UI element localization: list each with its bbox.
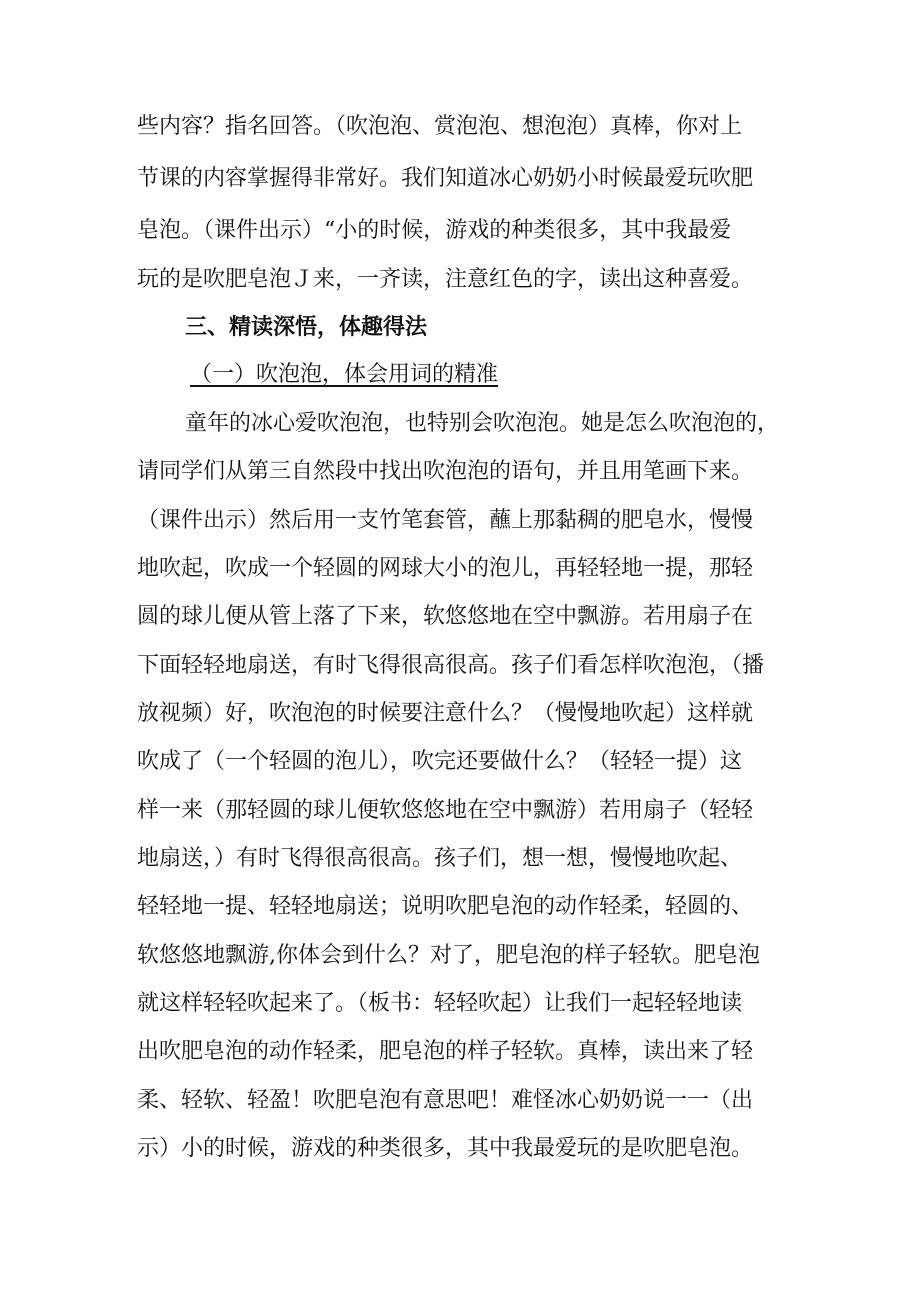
paragraph-line: 玩的是吹肥皂泡Ｊ来，一齐读，注意红色的字，读出这种喜爱。 — [137, 267, 754, 292]
paragraph-line: 软悠悠地飘游,你体会到什么？对了，肥皂泡的样子轻软。肥皂泡 — [137, 943, 760, 968]
paragraph-line: 童年的冰心爱吹泡泡，也特别会吹泡泡。她是怎么吹泡泡的， — [185, 411, 780, 436]
paragraph-line: 出吹肥皂泡的动作轻柔，肥皂泡的样子轻软。真棒，读出来了轻 — [137, 1039, 754, 1064]
paragraph-line: 地吹起，吹成一个轻圆的网球大小的泡儿，再轻轻地一提，那轻 — [137, 556, 754, 581]
paragraph-line: 地扇送，）有时飞得很高很高。孩子们，想一想，慢慢地吹起、 — [137, 846, 743, 871]
paragraph-line: 就这样轻轻吹起来了。（板书：轻轻吹起）让我们一起轻轻地读 — [137, 991, 743, 1016]
paragraph-line: 样一来（那轻圆的球儿便软悠悠地在空中飘游）若用扇子（轻轻 — [137, 798, 754, 823]
paragraph-line: 皂泡。（课件出示）“小的时候，游戏的种类很多，其中我最爱 — [137, 218, 732, 243]
section-heading: 三、精读深悟，体趣得法 — [185, 315, 428, 340]
paragraph-line: 吹成了（一个轻圆的泡儿），吹完还要做什么？（轻轻一提）这 — [137, 749, 743, 774]
paragraph-line: 下面轻轻地扇送，有时飞得很高很高。孩子们看怎样吹泡泡，（播 — [137, 653, 765, 678]
paragraph-line: 圆的球儿便从管上落了下来，软悠悠地在空中飘游。若用扇子在 — [137, 604, 754, 629]
paragraph-line: 请同学们从第三自然段中找出吹泡泡的语句，并且用笔画下来。 — [137, 459, 754, 484]
paragraph-line: 放视频）好，吹泡泡的时候要注意什么？（慢慢地吹起）这样就 — [137, 701, 754, 726]
paragraph-line: 些内容？指名回答。（吹泡泡、赏泡泡、想泡泡）真棒，你对上 — [137, 114, 743, 139]
paragraph-line: 轻轻地一提、轻轻地扇送；说明吹肥皂泡的动作轻柔，轻圆的、 — [137, 894, 754, 919]
subsection-heading: （一）吹泡泡，体会用词的精准 — [190, 362, 499, 387]
paragraph-line: 节课的内容掌握得非常好。我们知道冰心奶奶小时候最爱玩吹肥 — [137, 166, 754, 191]
paragraph-line: 示）小的时候，游戏的种类很多，其中我最爱玩的是吹肥皂泡。 — [137, 1136, 754, 1161]
paragraph-line: （课件出示）然后用一支竹笔套管，蘸上那黏稠的肥皂水，慢慢 — [137, 508, 754, 533]
paragraph-line: 柔、轻软、轻盈！吹肥皂泡有意思吧！难怪冰心奶奶说一一（出 — [137, 1088, 754, 1113]
